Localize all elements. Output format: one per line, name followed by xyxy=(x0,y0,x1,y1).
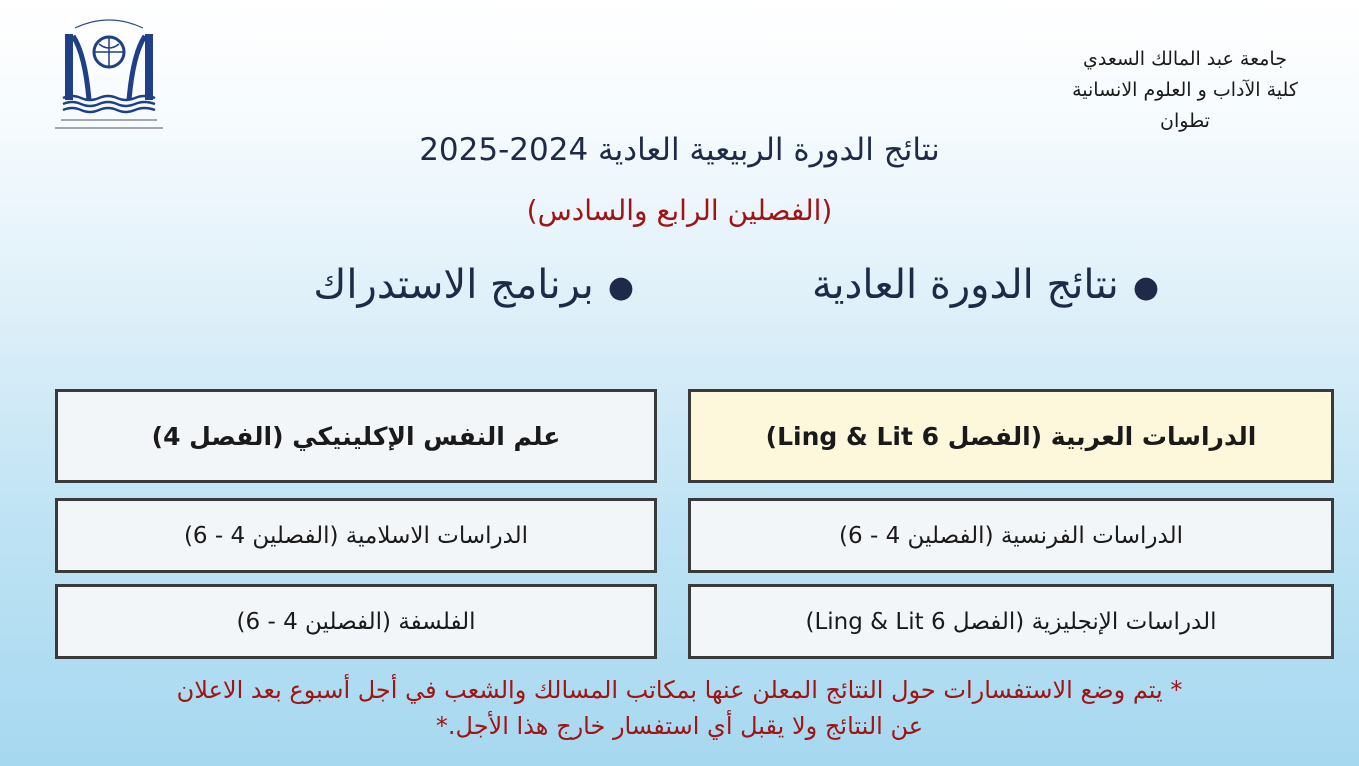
bullet-label: برنامج الاستدراك xyxy=(313,262,594,308)
program-button-french-studies[interactable] xyxy=(688,498,1334,573)
program-label: الفلسفة (الفصلين 4 - 6) xyxy=(236,608,476,635)
program-label: الدراسات العربية (الفصل 6 Ling & Lit) xyxy=(765,421,1257,451)
program-label: الدراسات الفرنسية (الفصلين 4 - 6) xyxy=(839,522,1183,549)
bullet-catchup-program xyxy=(313,262,634,308)
program-label: علم النفس الإكلينيكي (الفصل 4) xyxy=(151,421,561,451)
faculty-name: كلية الآداب و العلوم الانسانية xyxy=(1072,79,1298,101)
program-button-arabic-studies[interactable] xyxy=(688,389,1334,483)
program-label: الدراسات الإنجليزية (الفصل 6 Ling & Lit) xyxy=(805,608,1217,635)
program-button-philosophy[interactable] xyxy=(55,584,657,659)
page-title: نتائج الدورة الربيعية العادية 2024-2025 xyxy=(419,132,940,168)
program-button-english-studies[interactable] xyxy=(688,584,1334,659)
inquiry-note xyxy=(0,672,1359,744)
bullet-label: نتائج الدورة العادية xyxy=(811,262,1119,308)
note-line: * يتم وضع الاستفسارات حول النتائج المعلن عنها بمكاتب المسالك والشعب في أجل أسبوع بعد الاعلان xyxy=(176,676,1183,704)
bullet-dot-icon: ● xyxy=(1132,269,1159,305)
program-button-islamic-studies[interactable] xyxy=(55,498,657,573)
program-label: الدراسات الاسلامية (الفصلين 4 - 6) xyxy=(183,522,529,549)
university-name: جامعة عبد المالك السعدي xyxy=(1083,48,1287,70)
bullet-dot-icon: ● xyxy=(607,269,634,305)
faculty-logo-icon xyxy=(55,14,163,136)
note-line: عن النتائج ولا يقبل أي استفسار خارج هذا الأجل.* xyxy=(435,712,924,740)
university-header xyxy=(1035,44,1335,137)
page-subtitle: (الفصلين الرابع والسادس) xyxy=(526,194,833,227)
city-name: تطوان xyxy=(1160,110,1210,132)
program-button-clinical-psychology[interactable] xyxy=(55,389,657,483)
bullet-regular-results xyxy=(812,262,1159,308)
